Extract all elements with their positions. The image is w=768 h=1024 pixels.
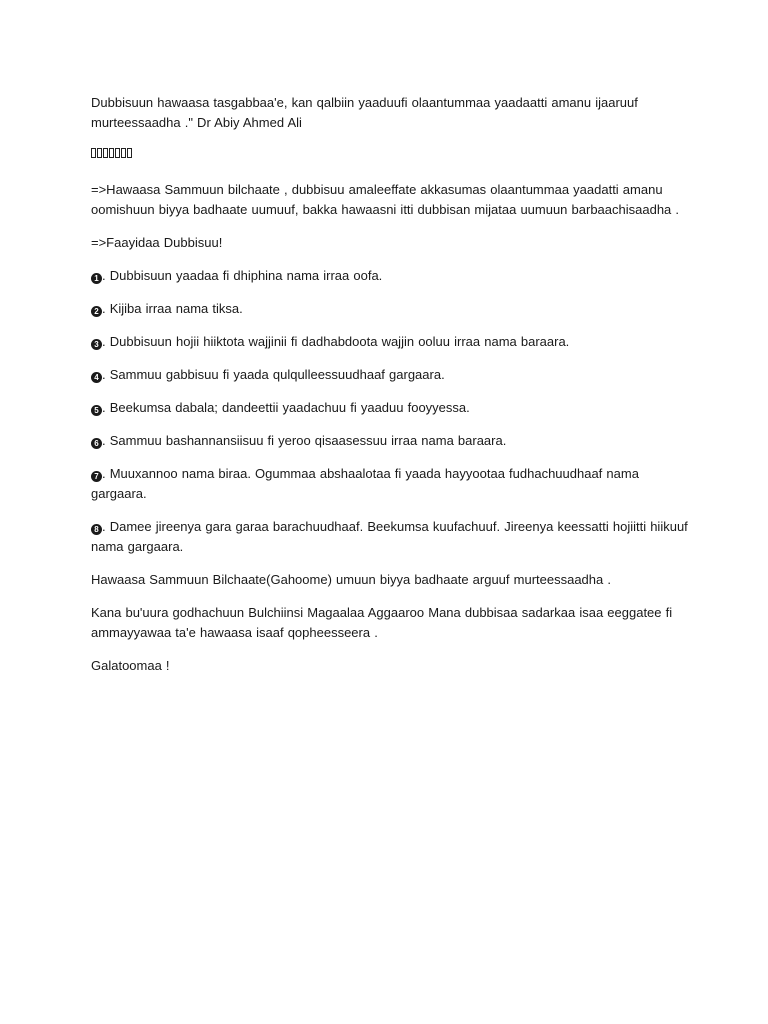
number-4-icon: 4 bbox=[91, 372, 102, 383]
benefit-text: . Muuxannoo nama biraa. Ogummaa abshaalotaa fi yaada hayyootaa fudhachuudhaaf nama gargaara. bbox=[91, 466, 639, 501]
benefit-text: . Sammuu gabbisuu fi yaada qulqulleessuudhaaf gargaara. bbox=[102, 367, 445, 382]
missing-glyph-row bbox=[91, 146, 688, 160]
number-7-icon: 7 bbox=[91, 471, 102, 482]
missing-glyph-icon bbox=[109, 148, 114, 158]
missing-glyph-icon bbox=[97, 148, 102, 158]
benefit-item-6 bbox=[91, 431, 688, 451]
missing-glyph-icon bbox=[127, 148, 132, 158]
closing-paragraph-2: Kana bu'uura godhachuun Bulchiinsi Magaalaa Aggaaroo Mana dubbisaa sadarkaa isaa eeggatee fi ammayyawaa ta'e hawaasa isaaf qopheesseera . bbox=[91, 605, 673, 640]
benefit-item-8 bbox=[91, 517, 688, 557]
missing-glyph-icon bbox=[115, 148, 120, 158]
benefit-text: . Kijiba irraa nama tiksa. bbox=[102, 301, 243, 316]
benefits-heading: =>Faayidaa Dubbisuu! bbox=[91, 235, 223, 250]
benefit-item-3 bbox=[91, 332, 688, 352]
signoff: Galatoomaa ! bbox=[91, 658, 170, 673]
number-2-icon: 2 bbox=[91, 306, 102, 317]
quote-paragraph: Dubbisuun hawaasa tasgabbaa'e, kan qalbiin yaaduufi olaantummaa yaadaatti amanu ijaaruuf murteessaadha ." Dr Abiy Ahmed Ali bbox=[91, 95, 638, 130]
closing-paragraph-1: Hawaasa Sammuun Bilchaate(Gahoome) umuun biyya badhaate arguuf murteessaadha . bbox=[91, 572, 611, 587]
benefit-text: . Dubbisuun hojii hiiktota wajjinii fi dadhabdoota wajjin ooluu irraa nama baraara. bbox=[102, 334, 570, 349]
benefit-text: . Damee jireenya gara garaa barachuudhaaf. Beekumsa kuufachuuf. Jireenya keessatti hojiitti hiikuuf nama gargaara. bbox=[91, 519, 688, 554]
benefit-item-1 bbox=[91, 266, 688, 286]
missing-glyph-icon bbox=[103, 148, 108, 158]
benefit-text: . Beekumsa dabala; dandeettii yaadachuu fi yaaduu fooyyessa. bbox=[102, 400, 470, 415]
benefit-item-5 bbox=[91, 398, 688, 418]
intro-paragraph: =>Hawaasa Sammuun bilchaate , dubbisuu amaleeffate akkasumas olaantummaa yaadatti amanu oomishuun biyya badhaate uumuuf, bakka hawaasni itti dubbisan mijataa uumuun barbaachisaadha . bbox=[91, 182, 679, 217]
number-5-icon: 5 bbox=[91, 405, 102, 416]
benefit-item-2 bbox=[91, 299, 688, 319]
benefit-item-4 bbox=[91, 365, 688, 385]
number-8-icon: 8 bbox=[91, 524, 102, 535]
number-3-icon: 3 bbox=[91, 339, 102, 350]
benefit-item-7 bbox=[91, 464, 688, 504]
benefit-text: . Sammuu bashannansiisuu fi yeroo qisaasessuu irraa nama baraara. bbox=[102, 433, 507, 448]
number-1-icon: 1 bbox=[91, 273, 102, 284]
missing-glyph-icon bbox=[91, 148, 96, 158]
benefit-text: . Dubbisuun yaadaa fi dhiphina nama irraa oofa. bbox=[102, 268, 383, 283]
missing-glyph-icon bbox=[121, 148, 126, 158]
number-6-icon: 6 bbox=[91, 438, 102, 449]
